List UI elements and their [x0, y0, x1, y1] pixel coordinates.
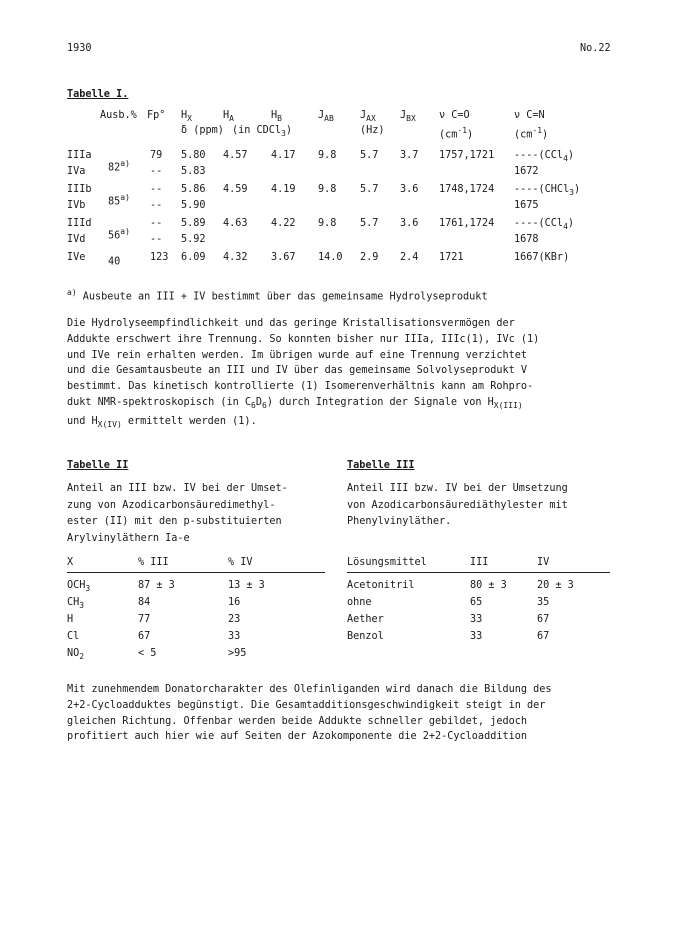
table2-caption: Anteil an III bzw. IV bei der Umset- zung von Azodicarbonsäuredimethyl- ester (II) mit den p-substituierten Arylvinyläthern Ia-e: [67, 483, 288, 544]
substituent: [67, 580, 90, 595]
cell-jab: 14.0: [318, 252, 343, 263]
ratio-iii: 65: [470, 597, 483, 608]
cell-hb: 4.19: [271, 184, 296, 195]
cell-vcn: [514, 166, 539, 181]
cell-hb: 3.67: [271, 252, 296, 263]
col-vcn: ν C=N: [514, 110, 545, 121]
paragraph-2: Mit zunehmendem Donatorcharakter des Olefinliganden wird danach die Bildung des 2+2-Cycloadduktes begünstigt. Die Gesamtadditionsgeschwindigkeit steigt in der gleichen Richtung. Offenbar werden beide Addukte schneller gebildet, jedoch profitiert auch hier wie auf Seiten der Azokomponente die 2+2-Cycloaddition: [67, 684, 552, 743]
cell-jax: 5.7: [360, 184, 379, 195]
cell-hb: 4.22: [271, 218, 296, 229]
cell-fp: --: [150, 184, 163, 195]
ratio-iii: 33: [470, 614, 483, 625]
substituent: [67, 597, 84, 612]
col-jbx: $J_{BX}$: [400, 110, 416, 124]
cell-jbx: 3.6: [400, 218, 419, 229]
substituent-text: H: [67, 614, 74, 625]
cell-vcn: [514, 200, 539, 215]
col-ausb: Ausb.%: [100, 110, 137, 121]
table3-col-solvent: Lösungsmittel: [347, 557, 427, 568]
cell-hb: 4.17: [271, 150, 296, 161]
cell-ausb-value: 56: [108, 230, 121, 242]
solvent: Acetonitril: [347, 580, 415, 591]
percent-iv: 13 ± 3: [228, 580, 265, 591]
percent-iii: 77: [138, 614, 151, 625]
substituent: [67, 631, 79, 646]
compound-id: IIIa: [67, 150, 92, 161]
substituent-text: NO: [67, 648, 80, 659]
ratio-iv: 35: [537, 597, 550, 608]
table2-title: Tabelle II: [67, 460, 129, 471]
cell-ausb: [108, 192, 130, 208]
percent-iv: 23: [228, 614, 241, 625]
substituent: [67, 614, 73, 629]
cell-vcn-text: 1667(KBr): [514, 252, 570, 263]
percent-iii: < 5: [138, 648, 157, 659]
cell-ausb-value: 85: [108, 196, 121, 208]
col-hb: $H_B$: [271, 110, 282, 124]
cell-hx: 5.83: [181, 166, 206, 177]
ratio-iv: 20 ± 3: [537, 580, 574, 591]
col-fp: Fp°: [147, 110, 166, 121]
substituent: [67, 648, 84, 663]
table2-col-iii: % III: [138, 557, 169, 568]
cell-ausb-value: 82: [108, 162, 121, 174]
cell-fp: --: [150, 218, 163, 229]
col-vco: ν C=O: [439, 110, 470, 121]
table3-title: Tabelle III: [347, 460, 415, 471]
substituent-sub: 3: [79, 601, 85, 611]
compound-id: IVe: [67, 252, 86, 263]
page-number: 1930: [67, 43, 92, 54]
cell-vcn-text: ----(CCl: [514, 218, 564, 229]
cell-ha: 4.57: [223, 150, 248, 161]
cell-vcn-text: 1675: [514, 200, 539, 211]
cell-ausb-mark: a): [120, 227, 130, 236]
solvent: Aether: [347, 614, 384, 625]
compound-id: IVd: [67, 234, 86, 245]
cell-vcn: [514, 184, 580, 199]
solvent: ohne: [347, 597, 372, 608]
percent-iii: 67: [138, 631, 151, 642]
cell-hx: 5.92: [181, 234, 206, 245]
cell-ha: 4.32: [223, 252, 248, 263]
cell-vcn-sub: 3: [569, 188, 575, 198]
substituent-text: Cl: [67, 631, 80, 642]
cell-ausb-value: 40: [108, 256, 121, 268]
cell-vcn: [514, 218, 574, 233]
substituent-text: OCH: [67, 580, 86, 591]
journal-issue: No.22: [580, 43, 611, 54]
cell-hx: 5.90: [181, 200, 206, 211]
units-cdcl3: (in CDCl$_3$): [232, 125, 293, 139]
percent-iii: 84: [138, 597, 151, 608]
cell-jab: 9.8: [318, 218, 337, 229]
cell-hx: 5.89: [181, 218, 206, 229]
percent-iv: 16: [228, 597, 241, 608]
substituent-sub: 2: [79, 652, 85, 662]
cell-hx: 6.09: [181, 252, 206, 263]
cell-jax: 5.7: [360, 218, 379, 229]
table3-col-iii: III: [470, 557, 489, 568]
table2-rule: [67, 572, 325, 573]
col-jax: $J_{AX}$: [360, 110, 376, 124]
compound-id: IIIb: [67, 184, 92, 195]
substituent-sub: 3: [85, 584, 91, 594]
table3-rule: [347, 572, 610, 573]
cell-ausb: [108, 226, 130, 242]
cell-vcn: [514, 150, 574, 165]
units-ppm: δ (ppm): [181, 125, 224, 136]
cell-vcn-text: 1672: [514, 166, 539, 177]
cell-fp: 123: [150, 252, 169, 263]
cell-hx: 5.80: [181, 150, 206, 161]
col-jab: $J_{AB}$: [318, 110, 334, 124]
cell-jbx: 3.7: [400, 150, 419, 161]
units-cm1-b: $(cm^{-1})$: [514, 126, 549, 141]
cell-hx: 5.86: [181, 184, 206, 195]
cell-jbx: 2.4: [400, 252, 419, 263]
paragraph-1: Die Hydrolyseempfindlichkeit und das geringe Kristallisationsvermögen der Addukte erschwert ihre Trennung. So konnten bisher nur IIIa, IIIc(1), IVc (1) und IVe rein erhalten werden. Im übrigen wurde auf eine Trennung verzichtet und die Gesamtausbeute an III und IV über das gemeinsame Solvolyseprodukt V bestimmt. Das kinetisch kontrollierte (1) Isomerenverhältnis kann am Rohpro- dukt NMR-spektroskopisch (in $C_6D_6$) durch Integration der Signale von $H_{X(III)}$ und $H_{X(IV)}$ ermittelt werden (1).: [67, 318, 540, 429]
percent-iv: >95: [228, 648, 247, 659]
cell-vcn-end: ): [567, 218, 575, 229]
cell-jax: 2.9: [360, 252, 379, 263]
cell-fp: --: [150, 234, 163, 245]
percent-iv: 33: [228, 631, 241, 642]
cell-vcn-text: ----(CCl: [514, 150, 564, 161]
cell-ausb-mark: a): [120, 159, 130, 168]
cell-ausb: [108, 252, 120, 268]
ratio-iii: 33: [470, 631, 483, 642]
cell-vcn: [514, 234, 539, 249]
units-cm1-a: $(cm^{-1})$: [439, 126, 474, 141]
table2-col-x: X: [67, 557, 74, 568]
cell-fp: --: [150, 166, 163, 177]
cell-ausb: [108, 158, 130, 174]
cell-vcn-text: 1678: [514, 234, 539, 245]
table1-footnote: $^{a)}$ Ausbeute an III + IV bestimmt über das gemeinsame Hydrolyseprodukt: [67, 288, 488, 303]
cell-vco: 1721: [439, 252, 464, 263]
cell-fp: --: [150, 200, 163, 211]
percent-iii: 87 ± 3: [138, 580, 175, 591]
cell-jab: 9.8: [318, 150, 337, 161]
cell-vcn: [514, 252, 569, 267]
col-ha: $H_A$: [223, 110, 234, 124]
cell-ha: 4.63: [223, 218, 248, 229]
cell-ausb-mark: a): [120, 193, 130, 202]
substituent-text: CH: [67, 597, 80, 608]
table1-title: Tabelle I.: [67, 89, 129, 100]
cell-ha: 4.59: [223, 184, 248, 195]
col-hx: $H_X$: [181, 110, 192, 124]
cell-vcn-end: ): [567, 150, 575, 161]
compound-id: IVb: [67, 200, 86, 211]
cell-fp: 79: [150, 150, 163, 161]
cell-vcn-sub: 4: [563, 222, 568, 232]
compound-id: IIId: [67, 218, 92, 229]
ratio-iii: 80 ± 3: [470, 580, 507, 591]
cell-vcn-sub: 4: [563, 154, 568, 164]
solvent: Benzol: [347, 631, 384, 642]
compound-id: IVa: [67, 166, 86, 177]
cell-vcn-end: ): [574, 184, 581, 195]
units-hz: (Hz): [360, 125, 385, 136]
cell-vco: 1761,1724: [439, 218, 495, 229]
table3-caption: Anteil III bzw. IV bei der Umsetzung von Azodicarbonsäurediäthylester mit Phenylvinyläther.: [347, 483, 568, 527]
ratio-iv: 67: [537, 631, 550, 642]
cell-jax: 5.7: [360, 150, 379, 161]
cell-vco: 1748,1724: [439, 184, 495, 195]
cell-vcn-text: ----(CHCl: [514, 184, 570, 195]
cell-vco: 1757,1721: [439, 150, 495, 161]
cell-jbx: 3.6: [400, 184, 419, 195]
table2-col-iv: % IV: [228, 557, 253, 568]
cell-jab: 9.8: [318, 184, 337, 195]
table3-col-iv: IV: [537, 557, 550, 568]
ratio-iv: 67: [537, 614, 550, 625]
